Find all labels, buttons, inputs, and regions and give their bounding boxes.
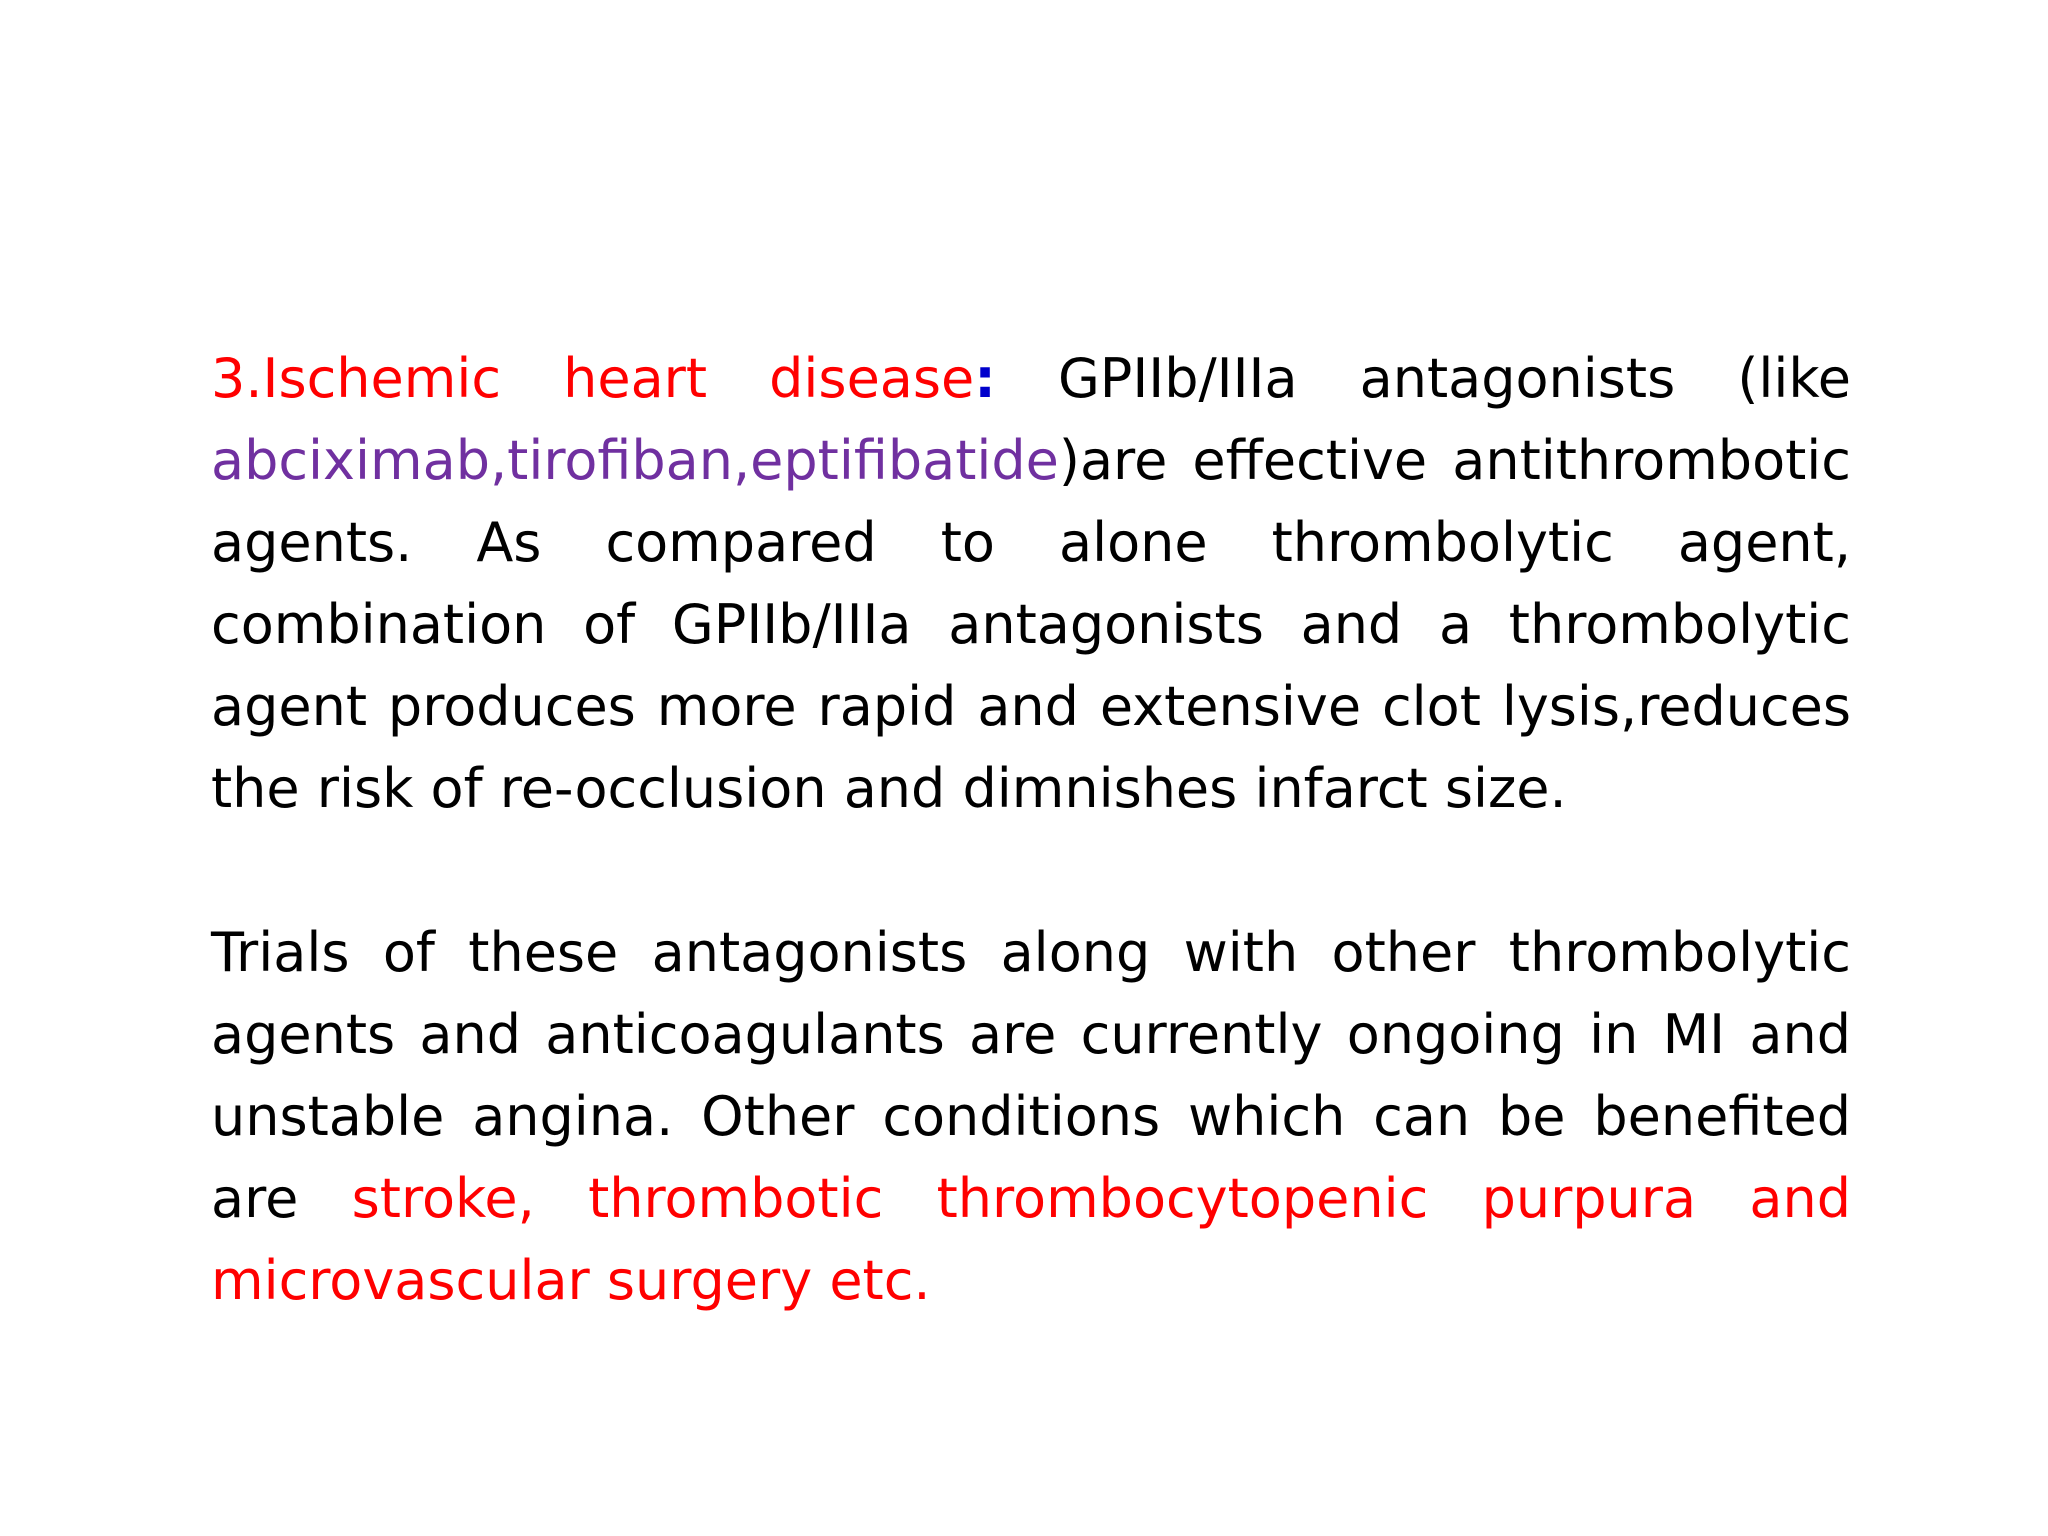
paragraph-ischemic-heart-disease [211, 338, 1851, 830]
paragraph2-body: Trials of these antagonists along with other thrombolytic agents and anticoagulants are currently ongoing in MI and unstable angina. Other conditions which can be benefited are [211, 921, 1851, 1230]
drug-list: abciximab,tirofiban,eptifibatide [211, 429, 1059, 492]
paragraph1-body: )are effective antithrombotic agents. As compared to alone thrombolytic agent, combination of GPIIb/IIIa antagonists and a thrombolytic agent produces more rapid and extensive clot lysis,reduces the risk of re-occlusion and dimnishes infarct size. [211, 429, 1851, 820]
section-heading: 3.Ischemic heart disease [211, 347, 975, 410]
conditions-list: stroke, thrombotic thrombocytopenic purpura and microvascular surgery etc. [211, 1167, 1851, 1312]
heading-colon: : [974, 347, 996, 410]
intro-text: GPIIb/IIIa antagonists (like [995, 347, 1851, 410]
paragraph-trials [211, 912, 1851, 1322]
slide-body [211, 338, 1851, 1322]
